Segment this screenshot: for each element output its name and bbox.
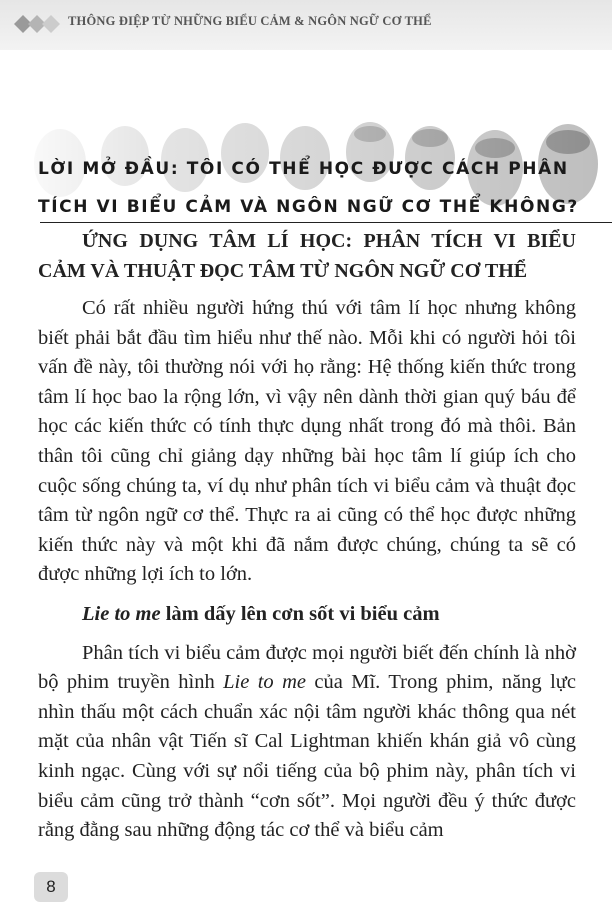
page-body	[38, 226, 576, 856]
title-divider	[40, 222, 612, 223]
subheading-text: làm dấy lên cơn sốt vi biểu cảm	[160, 602, 440, 625]
section-heading: ỨNG DỤNG TÂM LÍ HỌC: PHÂN TÍCH VI BIỂU CẢM VÀ THUẬT ĐỌC TÂM TỪ NGÔN NGỮ CƠ THỂ	[38, 230, 576, 282]
paragraph-show-title: Lie to me	[223, 671, 306, 694]
subheading-show-title: Lie to me	[82, 602, 161, 625]
running-title: THÔNG ĐIỆP TỪ NHỮNG BIỂU CẢM & NGÔN NGỮ CƠ THỂ	[68, 14, 432, 28]
diamond-logo-icon	[10, 11, 70, 37]
paragraph-text-part1: Phân tích vi biểu cảm được mọi người biết đến chính là nhờ bộ phim truyền hình	[38, 641, 576, 694]
section-paragraph: Có rất nhiều người hứng thú với tâm lí học nhưng không biết phải bắt đầu tìm hiểu như thế nào. Mỗi khi có người hỏi tôi vấn đề này, tôi thường nói với họ rằng: Hệ thống kiến thức trong tâm lí học bao la rộng lớn, vì vậy nên dành thời gian quý báu để học các kiến thức có tính thực dụng nhất trong đó mà thôi. Bản thân tôi cũng chỉ giảng dạy những bài học tâm lí giúp ích cho cuộc sống chúng ta, ví dụ như phân tích vi biểu cảm và thuật đọc tâm từ ngôn ngữ cơ thể. Thực ra ai cũng có thể học được những kiến thức này và một khi đã nắm được chúng, chúng ta sẽ có được những lợi ích to lớn.	[38, 297, 576, 586]
subsection-heading	[38, 600, 576, 630]
chapter-title: LỜI MỞ ĐẦU: TÔI CÓ THỂ HỌC ĐƯỢC CÁCH PHÂN TÍCH VI BIỂU CẢM VÀ NGÔN NGỮ CƠ THỂ KHÔNG?	[38, 159, 579, 217]
running-header	[0, 0, 612, 50]
page-number: 8	[34, 872, 68, 902]
subsection-paragraph	[38, 639, 576, 846]
chapter-banner	[0, 50, 612, 217]
paragraph-text-part2: của Mĩ. Trong phim, năng lực nhìn thấu một cách chuẩn xác nội tâm người khác thông qua nét mặt của nhân vật Tiến sĩ Cal Lightman khiến khán giả vô cùng kinh ngạc. Cùng với sự nổi tiếng của bộ phim này, phân tích vi biểu cảm cũng trở thành “cơn sốt”. Mọi người đều ý thức được rằng đằng sau những động tác cơ thể và biểu cảm	[38, 671, 576, 842]
